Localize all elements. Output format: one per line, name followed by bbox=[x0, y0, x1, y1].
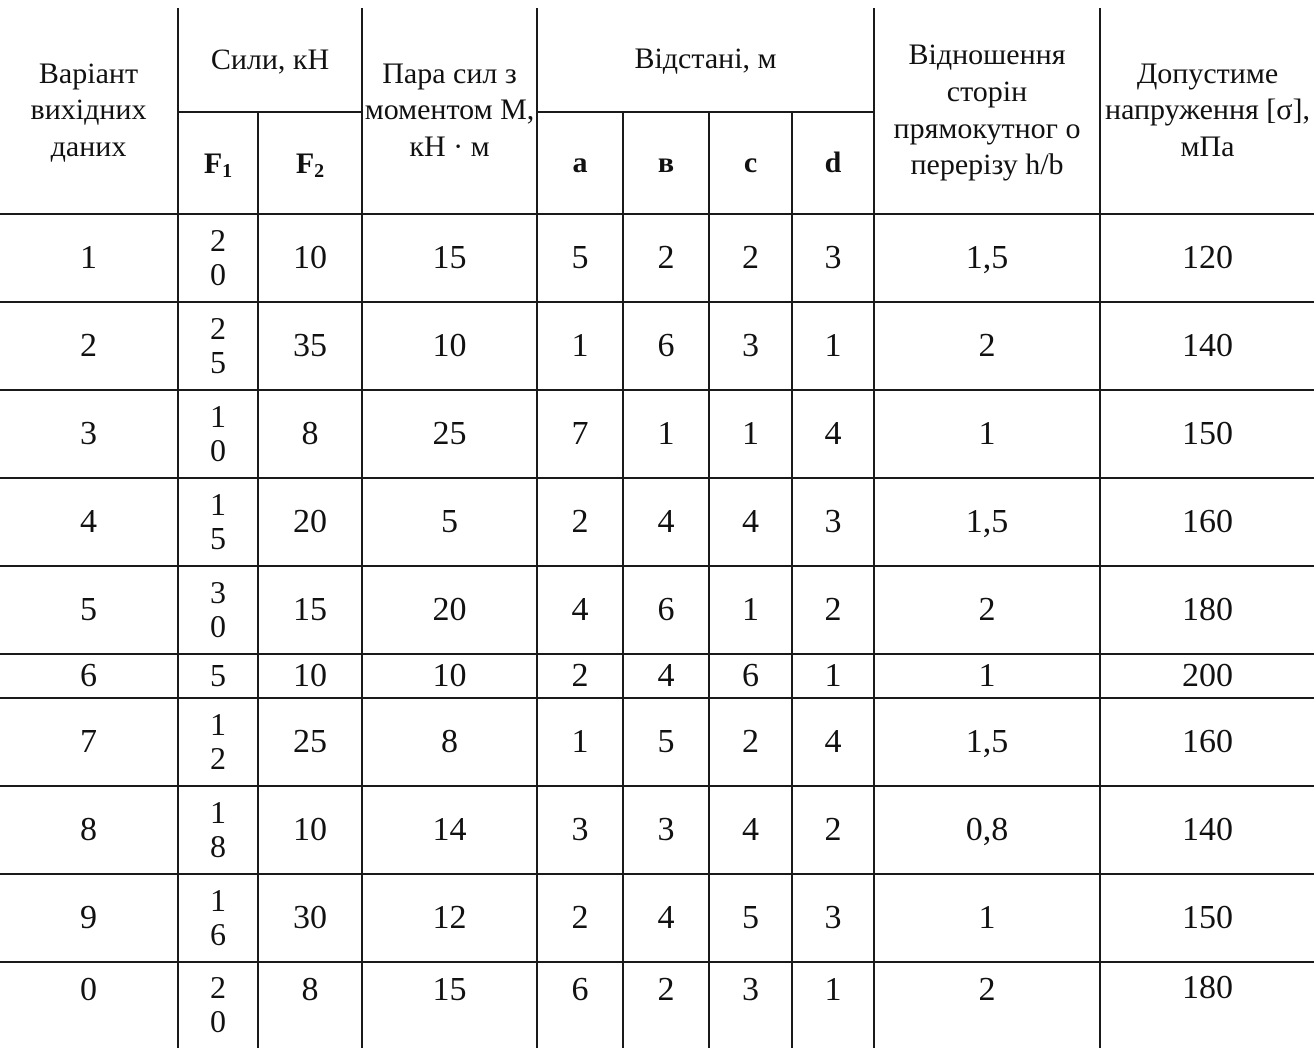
cell-d: 4 bbox=[792, 390, 874, 478]
cell-f1-text: 3 0 bbox=[210, 574, 226, 644]
cell-f1-text: 5 bbox=[210, 657, 226, 693]
cell-f1 bbox=[178, 962, 258, 1048]
header-c: c bbox=[709, 112, 792, 214]
header-distances: Відстані, м bbox=[537, 8, 874, 112]
cell-b: 3 bbox=[623, 786, 709, 874]
cell-a: 4 bbox=[537, 566, 623, 654]
cell-d: 1 bbox=[792, 962, 874, 1048]
cell-b: 2 bbox=[623, 962, 709, 1048]
cell-variant: 6 bbox=[0, 654, 178, 698]
cell-f2: 25 bbox=[258, 698, 362, 786]
cell-f1 bbox=[178, 566, 258, 654]
cell-variant: 3 bbox=[0, 390, 178, 478]
cell-f1 bbox=[178, 654, 258, 698]
cell-ratio: 0,8 bbox=[874, 786, 1100, 874]
cell-a: 1 bbox=[537, 302, 623, 390]
cell-moment: 5 bbox=[362, 478, 537, 566]
cell-moment: 10 bbox=[362, 302, 537, 390]
table-row bbox=[0, 698, 1314, 786]
header-f1: $F_1$ bbox=[178, 112, 258, 214]
header-b: в bbox=[623, 112, 709, 214]
cell-stress: 180 bbox=[1100, 962, 1314, 1048]
cell-c: 2 bbox=[709, 698, 792, 786]
cell-stress: 140 bbox=[1100, 786, 1314, 874]
cell-c: 1 bbox=[709, 566, 792, 654]
header-stress: Допустиме напруження [σ], мПа bbox=[1100, 8, 1314, 214]
cell-f2: 10 bbox=[258, 654, 362, 698]
cell-ratio: 1 bbox=[874, 874, 1100, 962]
cell-stress: 180 bbox=[1100, 566, 1314, 654]
cell-d: 2 bbox=[792, 786, 874, 874]
cell-f1-text: 1 5 bbox=[210, 486, 226, 556]
cell-a: 2 bbox=[537, 478, 623, 566]
cell-f2: 8 bbox=[258, 390, 362, 478]
cell-a: 2 bbox=[537, 874, 623, 962]
table-row bbox=[0, 874, 1314, 962]
cell-c: 1 bbox=[709, 390, 792, 478]
cell-variant: 0 bbox=[0, 962, 178, 1048]
cell-f2: 10 bbox=[258, 214, 362, 302]
cell-variant: 2 bbox=[0, 302, 178, 390]
cell-ratio: 2 bbox=[874, 302, 1100, 390]
cell-f2: 8 bbox=[258, 962, 362, 1048]
header-variant: Варіант вихідних даних bbox=[0, 8, 178, 214]
cell-f1-text: 1 8 bbox=[210, 794, 226, 864]
cell-a: 1 bbox=[537, 698, 623, 786]
cell-c: 4 bbox=[709, 478, 792, 566]
table-row bbox=[0, 786, 1314, 874]
cell-moment: 14 bbox=[362, 786, 537, 874]
cell-f1-text: 2 0 bbox=[210, 222, 226, 292]
cell-b: 4 bbox=[623, 874, 709, 962]
header-row-top bbox=[0, 8, 1314, 112]
cell-c: 3 bbox=[709, 302, 792, 390]
table-body bbox=[0, 8, 1314, 1048]
cell-c: 6 bbox=[709, 654, 792, 698]
header-moment: Пара сил з моментом М, кН · м bbox=[362, 8, 537, 214]
cell-f1 bbox=[178, 786, 258, 874]
cell-f2: 10 bbox=[258, 786, 362, 874]
cell-ratio: 1 bbox=[874, 390, 1100, 478]
cell-f1 bbox=[178, 214, 258, 302]
cell-f2: 35 bbox=[258, 302, 362, 390]
cell-stress: 140 bbox=[1100, 302, 1314, 390]
cell-d: 1 bbox=[792, 302, 874, 390]
cell-f2: 20 bbox=[258, 478, 362, 566]
variants-table bbox=[0, 8, 1314, 1048]
cell-f1 bbox=[178, 302, 258, 390]
cell-d: 3 bbox=[792, 478, 874, 566]
cell-f2: 30 bbox=[258, 874, 362, 962]
cell-f1-text: 1 2 bbox=[210, 706, 226, 776]
cell-variant: 9 bbox=[0, 874, 178, 962]
cell-b: 6 bbox=[623, 566, 709, 654]
cell-ratio: 2 bbox=[874, 962, 1100, 1048]
table-row bbox=[0, 962, 1314, 1048]
cell-f1 bbox=[178, 390, 258, 478]
cell-d: 3 bbox=[792, 214, 874, 302]
cell-stress: 200 bbox=[1100, 654, 1314, 698]
cell-c: 5 bbox=[709, 874, 792, 962]
cell-moment: 10 bbox=[362, 654, 537, 698]
header-f2: $F_2$ bbox=[258, 112, 362, 214]
cell-d: 2 bbox=[792, 566, 874, 654]
cell-d: 1 bbox=[792, 654, 874, 698]
cell-a: 5 bbox=[537, 214, 623, 302]
cell-a: 6 bbox=[537, 962, 623, 1048]
table-row bbox=[0, 654, 1314, 698]
cell-b: 5 bbox=[623, 698, 709, 786]
cell-variant: 1 bbox=[0, 214, 178, 302]
cell-moment: 20 bbox=[362, 566, 537, 654]
cell-moment: 12 bbox=[362, 874, 537, 962]
cell-moment: 15 bbox=[362, 214, 537, 302]
cell-d: 4 bbox=[792, 698, 874, 786]
cell-d: 3 bbox=[792, 874, 874, 962]
cell-a: 7 bbox=[537, 390, 623, 478]
cell-f1-text: 2 0 bbox=[210, 969, 226, 1039]
cell-f1 bbox=[178, 478, 258, 566]
cell-variant: 8 bbox=[0, 786, 178, 874]
cell-b: 4 bbox=[623, 654, 709, 698]
cell-stress: 160 bbox=[1100, 478, 1314, 566]
cell-stress: 150 bbox=[1100, 390, 1314, 478]
cell-f1 bbox=[178, 874, 258, 962]
cell-f1-text: 2 5 bbox=[210, 310, 226, 380]
table-row bbox=[0, 214, 1314, 302]
cell-stress: 120 bbox=[1100, 214, 1314, 302]
cell-f1 bbox=[178, 698, 258, 786]
cell-ratio: 1 bbox=[874, 654, 1100, 698]
header-d: d bbox=[792, 112, 874, 214]
cell-c: 3 bbox=[709, 962, 792, 1048]
cell-b: 4 bbox=[623, 478, 709, 566]
cell-b: 2 bbox=[623, 214, 709, 302]
cell-b: 6 bbox=[623, 302, 709, 390]
cell-a: 3 bbox=[537, 786, 623, 874]
table-row bbox=[0, 478, 1314, 566]
cell-ratio: 1,5 bbox=[874, 698, 1100, 786]
cell-f1-text: 1 6 bbox=[210, 882, 226, 952]
cell-ratio: 1,5 bbox=[874, 478, 1100, 566]
table-row bbox=[0, 566, 1314, 654]
cell-ratio: 1,5 bbox=[874, 214, 1100, 302]
cell-stress: 160 bbox=[1100, 698, 1314, 786]
cell-a: 2 bbox=[537, 654, 623, 698]
header-a: a bbox=[537, 112, 623, 214]
cell-c: 2 bbox=[709, 214, 792, 302]
cell-variant: 5 bbox=[0, 566, 178, 654]
cell-ratio: 2 bbox=[874, 566, 1100, 654]
cell-moment: 15 bbox=[362, 962, 537, 1048]
header-forces: Сили, кН bbox=[178, 8, 362, 112]
cell-moment: 25 bbox=[362, 390, 537, 478]
cell-c: 4 bbox=[709, 786, 792, 874]
table-row bbox=[0, 390, 1314, 478]
table-row bbox=[0, 302, 1314, 390]
cell-b: 1 bbox=[623, 390, 709, 478]
cell-f1-text: 1 0 bbox=[210, 398, 226, 468]
header-ratio: Відношення сторін прямокутног о перерізу h/b bbox=[874, 8, 1100, 214]
cell-stress: 150 bbox=[1100, 874, 1314, 962]
cell-f2: 15 bbox=[258, 566, 362, 654]
cell-variant: 7 bbox=[0, 698, 178, 786]
cell-moment: 8 bbox=[362, 698, 537, 786]
cell-variant: 4 bbox=[0, 478, 178, 566]
